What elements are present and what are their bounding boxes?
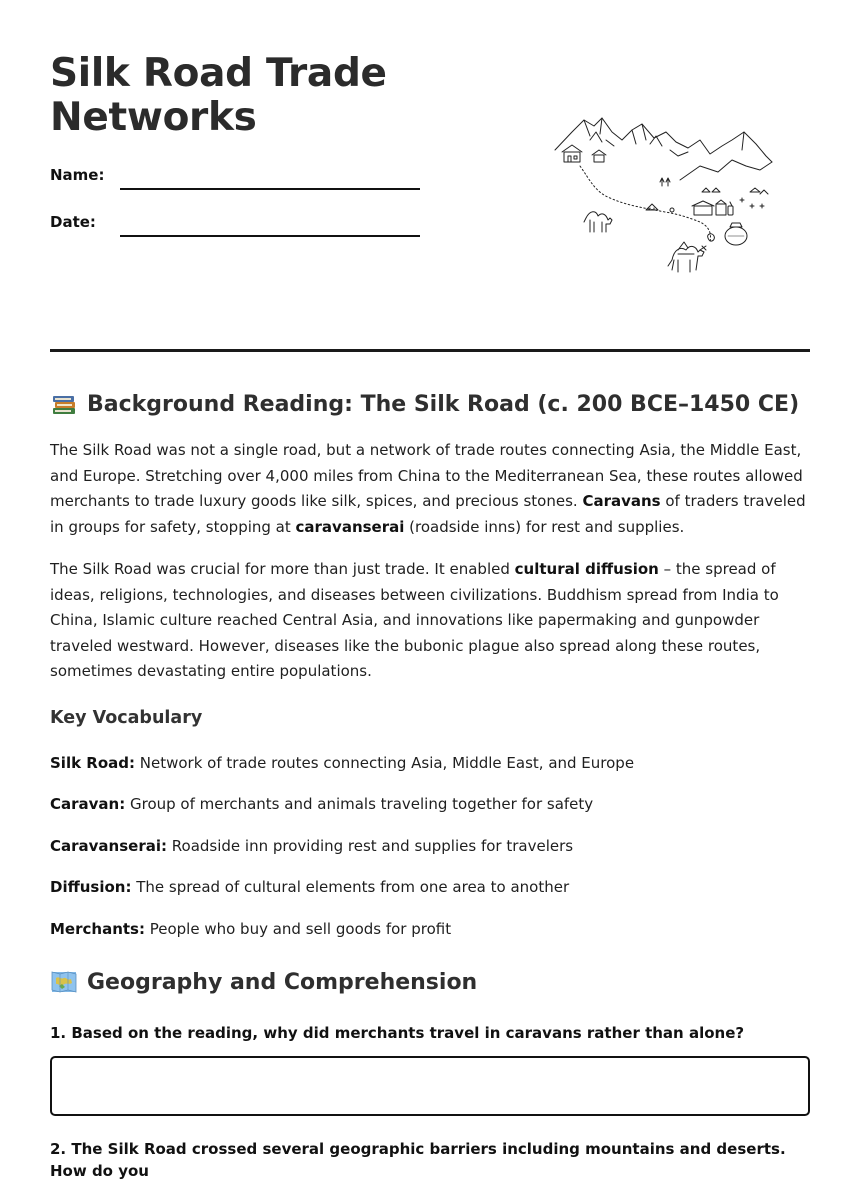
background-paragraph-2 (50, 557, 810, 685)
silk-road-illustration-icon (550, 110, 782, 280)
p1-bold-caravanserai: caravanserai (295, 517, 405, 536)
p1-bold-caravans: Caravans (582, 492, 661, 511)
vocab-term: Merchants: (50, 920, 145, 938)
p2-text-c: – the spread of ideas, religions, technologies, and diseases between civilizations. Buddhism spread from India to China, Islamic culture reached Central Asia, and innovations like papermaking and gunpowder traveled westward. However, diseases like the bubonic plague also spread along these routes, sometimes devastating entire populations. (50, 560, 779, 681)
worksheet-page (50, 0, 810, 1180)
vocab-definition: The spread of cultural elements from one area to another (131, 878, 570, 896)
vocab-item-silk-road (50, 752, 634, 774)
answer-box-1[interactable] (50, 1056, 810, 1116)
date-line[interactable] (120, 235, 420, 237)
p2-text-a: The Silk Road was crucial for more than just trade. It enabled (50, 560, 515, 578)
question-2: 2. The Silk Road crossed several geographic barriers including mountains and deserts. How do you (50, 1140, 786, 1180)
geography-heading (50, 968, 477, 996)
vocab-item-merchants (50, 918, 451, 940)
background-paragraph-1 (50, 438, 810, 540)
p2-bold-cultural-diffusion: cultural diffusion (514, 560, 659, 578)
vocab-term: Caravanserai: (50, 837, 167, 855)
worksheet-header (50, 0, 810, 352)
vocab-item-caravanserai (50, 835, 573, 857)
title-line-1: Silk Road Trade (50, 51, 387, 96)
map-icon (50, 968, 78, 996)
p1-text-d: (roadside inns) for rest and supplies. (404, 517, 685, 536)
page-title (50, 52, 387, 140)
p1-text-a: The Silk Road was not a single road, but a network of trade routes connecting Asia, the Middle East, and Europe. Stretching over 4,000 miles from China to the Mediterranean Sea, these routes allowed merchants to trade luxury goods like silk, spices, and precious stones. (50, 441, 803, 511)
name-field[interactable] (50, 160, 430, 190)
background-heading (50, 390, 799, 418)
name-line[interactable] (120, 188, 420, 190)
question-1: 1. Based on the reading, why did merchants travel in caravans rather than alone? (50, 1024, 745, 1042)
title-line-2: Networks (50, 95, 257, 140)
p1-text-c: of traders traveled in groups for safety, stopping at (50, 492, 806, 536)
vocab-definition: People who buy and sell goods for profit (144, 920, 452, 938)
vocab-item-diffusion (50, 876, 569, 898)
background-heading-text: Background Reading: The Silk Road (c. 200 BCE–1450 CE) (87, 391, 800, 417)
vocab-item-caravan (50, 793, 593, 815)
vocabulary-heading: Key Vocabulary (50, 708, 203, 728)
vocab-term: Silk Road: (50, 754, 135, 772)
vocab-definition: Network of trade routes connecting Asia, Middle East, and Europe (135, 754, 635, 772)
books-icon (50, 390, 78, 418)
vocab-definition: Roadside inn providing rest and supplies for travelers (167, 837, 574, 855)
date-field[interactable] (50, 207, 430, 237)
vocab-definition: Group of merchants and animals traveling together for safety (125, 795, 594, 813)
vocab-term: Caravan: (50, 795, 126, 813)
geography-heading-text: Geography and Comprehension (87, 969, 478, 995)
date-label: Date: (50, 213, 96, 231)
name-label: Name: (50, 166, 105, 184)
vocab-term: Diffusion: (50, 878, 132, 896)
